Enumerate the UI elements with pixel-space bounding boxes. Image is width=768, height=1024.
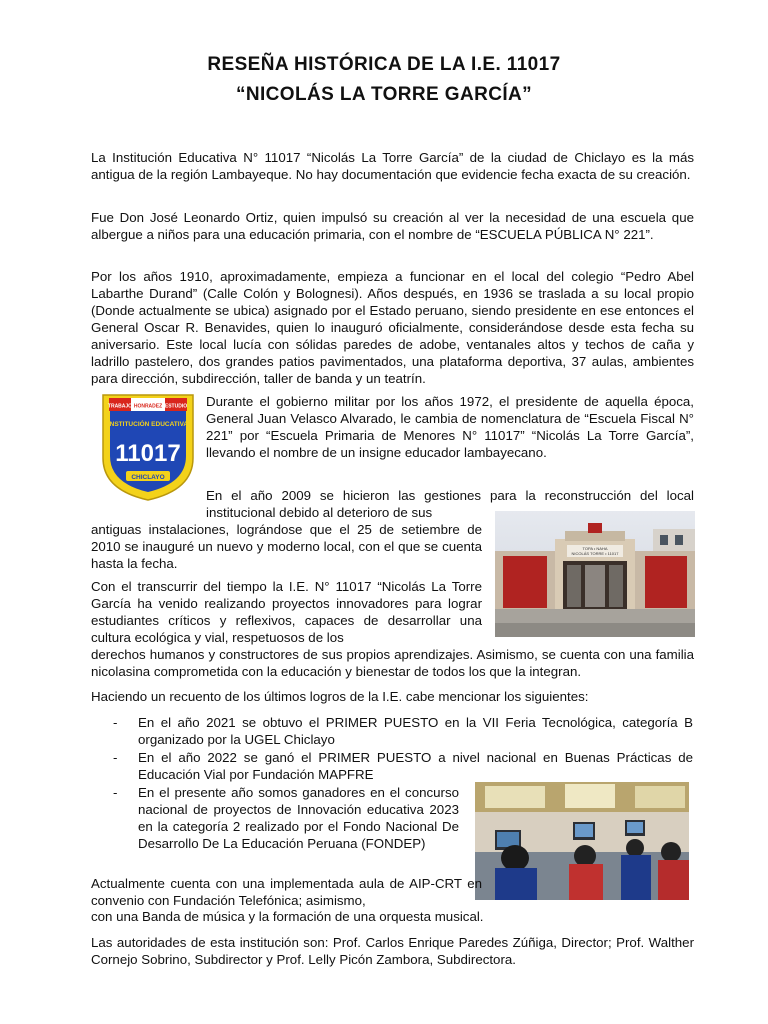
- logo-number: 11017: [115, 440, 181, 467]
- paragraph-aip-lead: Actualmente cuenta con una implementada aula de AIP-CRT en convenio con Fundación Telefónica; asimismo,: [91, 876, 482, 908]
- paragraph-2009-lead: En el año 2009 se hicieron las gestiones para la reconstrucción del local institucional debido al deterioro de sus: [206, 488, 694, 520]
- school-logo-shield: [100, 392, 196, 502]
- paragraph-aip-rest: con una Banda de música y la formación de una orquesta musical.: [91, 909, 484, 924]
- paragraph-projects-rest: derechos humanos y constructores de sus propios aprendizajes. Asimismo, se cuenta con una familia nicolasina comprometida con la educación y bienestar de todos los que la integran.: [91, 647, 694, 679]
- list-item: [113, 749, 693, 783]
- logo-banner-left: TRABAJO: [107, 403, 133, 410]
- list-item-text: En el año 2021 se obtuvo el PRIMER PUESTO en la VII Feria Tecnológica, categoría B organizado por la UGEL Chiclayo: [138, 715, 693, 747]
- paragraph-intro: La Institución Educativa N° 11017 “Nicolás La Torre García” de la ciudad de Chiclayo es la más antigua de la región Lambayeque. No hay documentación que evidencie fecha exacta de su creación.: [91, 150, 694, 182]
- page-title-line2: “NICOLÁS LA TORRE GARCÍA”: [235, 84, 533, 105]
- list-item: [113, 714, 693, 748]
- logo-banner-right: ESTUDIO: [164, 403, 188, 410]
- paragraph-projects-lead: Con el transcurrir del tiempo la I.E. N° 11017 “Nicolás La Torre García ha venido realizando proyectos innovadores para lograr estudiantes críticos y reflexivos, capaces de desarrollar una cultura ecológica y vial, respetuosos de los: [91, 579, 482, 645]
- paragraph-1972: Durante el gobierno militar por los años 1972, el presidente de aquella época, General Juan Velasco Alvarado, le cambia de nomenclatura de “Escuela Fiscal N° 221” por “Escuela Primaria de Menores N° 11017” “Nicolás La Torre García”, llevando el nombre de un insigne educador lambayecano.: [206, 394, 694, 460]
- paragraph-logros-intro: Haciendo un recuento de los últimos logros de la I.E. cabe mencionar los siguientes:: [91, 689, 589, 704]
- list-item: [113, 784, 459, 852]
- paragraph-2009-rest: antiguas instalaciones, lográndose que el 25 de setiembre de 2010 se inauguré un nuevo y moderno local, con el que se cuenta hasta la fecha.: [91, 522, 482, 571]
- school-building-photo: [495, 511, 695, 637]
- logo-heading: INSTITUCIÓN EDUCATIVA: [107, 421, 189, 428]
- computer-lab-photo: [475, 782, 689, 900]
- page-title-line1: RESEÑA HISTÓRICA DE LA I.E. 11017: [207, 54, 561, 75]
- school-sign-line2: NICOLÁS TORRE • 11017: [571, 551, 619, 556]
- computer-lab-illustration: [475, 782, 689, 900]
- bullet-dash: -: [113, 750, 118, 765]
- bullet-dash: -: [113, 785, 118, 800]
- logo-banner-mid: HONRADEZ: [133, 403, 163, 410]
- logo-city: CHICLAYO: [131, 474, 165, 481]
- list-item-text: En el año 2022 se ganó el PRIMER PUESTO a nivel nacional en Buenas Prácticas de Educación Vial por Fundación MAPFRE: [138, 750, 693, 782]
- school-sign-line1: TOPA • NAHA: [582, 546, 608, 551]
- list-item-text: En el presente año somos ganadores en el concurso nacional de proyectos de Innovación educativa 2023 en la categoría 2 realizado por el Fondo Nacional De Desarrollo De La Educación Peruana (FONDEP): [138, 785, 459, 851]
- bullet-dash: -: [113, 715, 118, 730]
- school-logo: [100, 392, 196, 502]
- school-building-illustration: [495, 511, 695, 637]
- paragraph-authorities: Las autoridades de esta institución son: Prof. Carlos Enrique Paredes Zúñiga, Director; Prof. Walther Cornejo Sobrino, Subdirector y Prof. Lelly Picón Zambora, Subdirectora.: [91, 935, 694, 967]
- paragraph-founder: Fue Don José Leonardo Ortiz, quien impulsó su creación al ver la necesidad de una escuela que albergue a niños para una educación primaria, con el nombre de “ESCUELA PÚBLICA N° 221”.: [91, 210, 694, 242]
- paragraph-history: Por los años 1910, aproximadamente, empieza a funcionar en el local del colegio “Pedro Abel Labarthe Durand” (Calle Colón y Bolognesi). Años después, en 1936 se traslada a su local propio (Donde actualmente se ubica) asignado por el Estado peruano, siendo presidente en ese entonces el General Oscar R. Benavides, quien lo inauguró oficialmente, considerándose desde esta fecha su aniversario. Este local lucía con sólidas paredes de adobe, ventanales altos y techos de caña y ladrillo pastelero, dos grandes patios pavimentados, una plataforma deportiva, 37 aulas, ambientes para dirección, subdirección, taller de banda y un teatrín.: [91, 269, 694, 386]
